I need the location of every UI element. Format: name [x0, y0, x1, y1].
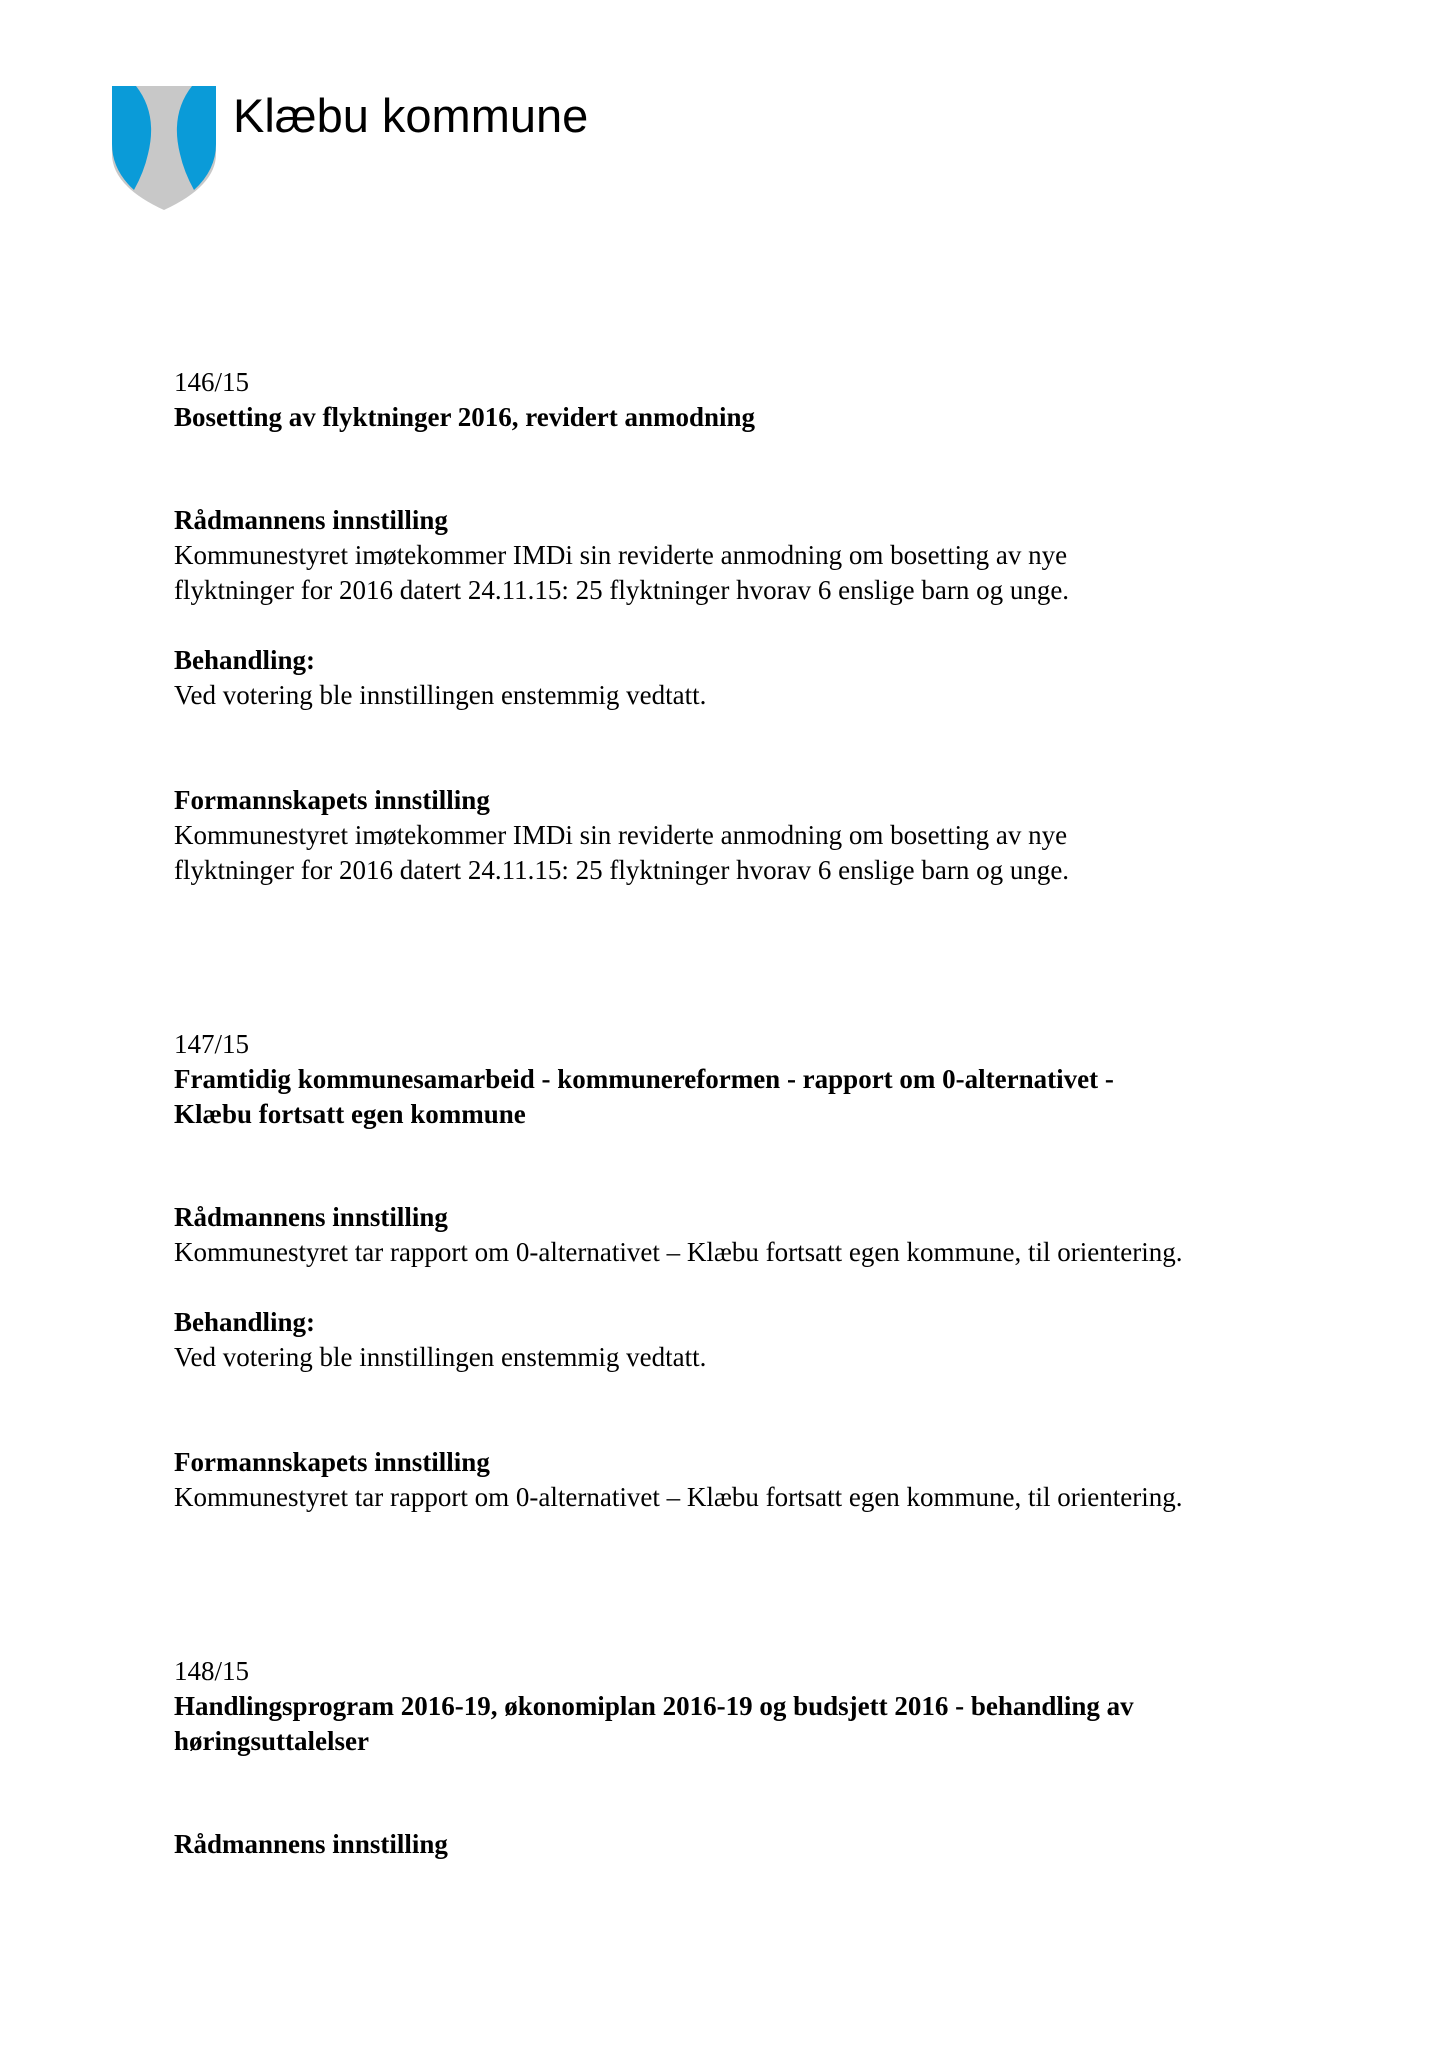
behandling-text: Ved votering ble innstillingen enstemmig vedtatt. [174, 1342, 707, 1372]
org-name: Klæbu kommune [233, 89, 589, 142]
raadmann-heading: Rådmannens innstilling [174, 1202, 448, 1232]
case-147-15 [174, 1027, 1374, 1515]
raadmann-heading: Rådmannens innstilling [174, 1829, 448, 1859]
case-number: 148/15 [174, 1656, 250, 1686]
case-number: 146/15 [174, 367, 250, 397]
formannskap-text: Kommunestyret tar rapport om 0-alternativet – Klæbu fortsatt egen kommune, til orientering. [174, 1482, 1183, 1512]
raadmann-text: Kommunestyret imøtekommer IMDi sin reviderte anmodning om bosetting av nye flyktninger for 2016 datert 24.11.15: 25 flyktninger hvorav 6 enslige barn og unge. [174, 540, 1070, 605]
case-title: Framtidig kommunesamarbeid - kommunereformen - rapport om 0-alternativet - Klæbu fortsatt egen kommune [174, 1064, 1114, 1129]
case-title: Bosetting av flyktninger 2016, revidert anmodning [174, 402, 756, 432]
raadmann-text: Kommunestyret tar rapport om 0-alternativet – Klæbu fortsatt egen kommune, til orientering. [174, 1237, 1183, 1267]
formannskap-heading: Formannskapets innstilling [174, 1447, 490, 1477]
case-146-15 [174, 365, 1374, 888]
behandling-heading: Behandling: [174, 1307, 316, 1337]
case-title: Handlingsprogram 2016-19, økonomiplan 2016-19 og budsjett 2016 - behandling av høringsuttalelser [174, 1691, 1134, 1756]
behandling-heading: Behandling: [174, 645, 316, 675]
raadmann-heading: Rådmannens innstilling [174, 505, 448, 535]
formannskap-heading: Formannskapets innstilling [174, 785, 490, 815]
case-148-15 [174, 1654, 1374, 1862]
formannskap-text: Kommunestyret imøtekommer IMDi sin reviderte anmodning om bosetting av nye flyktninger for 2016 datert 24.11.15: 25 flyktninger hvorav 6 enslige barn og unge. [174, 820, 1070, 885]
case-number: 147/15 [174, 1029, 250, 1059]
behandling-text: Ved votering ble innstillingen enstemmig vedtatt. [174, 680, 707, 710]
municipality-coat-of-arms-logo [110, 84, 218, 212]
minutes-content [174, 365, 1374, 1862]
